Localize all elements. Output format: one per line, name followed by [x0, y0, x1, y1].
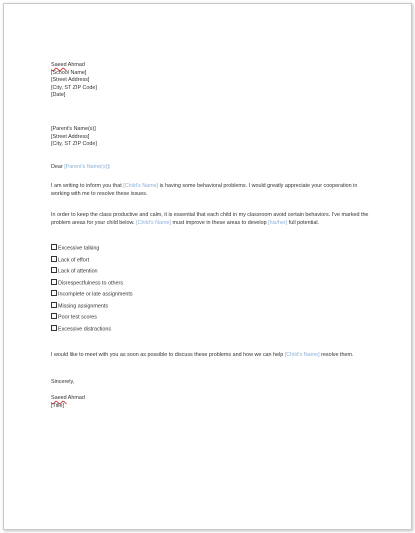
checkbox-icon[interactable]	[51, 267, 57, 273]
checkbox-icon[interactable]	[51, 256, 57, 262]
checklist-item[interactable]: Lack of attention	[51, 267, 133, 279]
document-page	[3, 3, 412, 530]
checkbox-icon[interactable]	[51, 279, 57, 285]
sender-school: [School Name]	[51, 69, 87, 76]
checkbox-icon[interactable]	[51, 302, 57, 308]
checkbox-icon[interactable]	[51, 290, 57, 296]
checklist-item[interactable]: Poor test scores	[51, 313, 133, 325]
checklist-item[interactable]: Excessive talking	[51, 244, 133, 256]
sender-date: [Date]	[51, 92, 66, 98]
checkbox-icon[interactable]	[51, 244, 57, 250]
sender-name: Saeed Ahmad	[51, 62, 85, 68]
checkbox-icon[interactable]	[51, 325, 57, 331]
recipient-street: [Street Address]	[51, 133, 90, 140]
sender-street: [Street Address]	[51, 77, 90, 83]
checklist-item[interactable]: Lack of effort	[51, 256, 133, 268]
paragraph-1: I am writing to inform you that [Child's Name] is having some behavioral problems. I would greatly appreciate your cooperation in working with me to resolve these issues.	[51, 183, 358, 197]
checklist-item[interactable]: Disrespectfulness to others	[51, 279, 133, 291]
signature-block	[51, 395, 85, 410]
signature-title: [Title]	[51, 402, 64, 409]
sender-address	[51, 62, 97, 100]
behavior-checklist	[51, 244, 133, 336]
checklist-item[interactable]: Missing assignments	[51, 302, 133, 314]
signature-name: Saeed Ahmad	[51, 395, 85, 401]
closing: Sincerely,	[51, 379, 75, 385]
checklist-item[interactable]: Excessive distractions	[51, 325, 133, 337]
recipient-city: [City, ST ZIP Code]	[51, 141, 97, 147]
recipient-name: [Parent's Name(s)]	[51, 126, 96, 132]
checkbox-icon[interactable]	[51, 313, 57, 319]
paragraph-2: In order to keep the class productive and calm, it is essential that each child in my classroom avoid certain behaviors. I've marked the problem areas for your child below. [Child's Name] must improve in these areas to develop [his/her] full potential.	[51, 212, 369, 226]
salutation: Dear [Parent's Name(s)]:	[51, 164, 111, 170]
recipient-address	[51, 126, 97, 149]
checklist-item[interactable]: Incomplete or late assignments	[51, 290, 133, 302]
paragraph-3: I would like to meet with you as soon as possible to discuss these problems and how we can help [Child's Name] resolve them.	[51, 352, 354, 358]
sender-city: [City, ST ZIP Code]	[51, 84, 97, 91]
